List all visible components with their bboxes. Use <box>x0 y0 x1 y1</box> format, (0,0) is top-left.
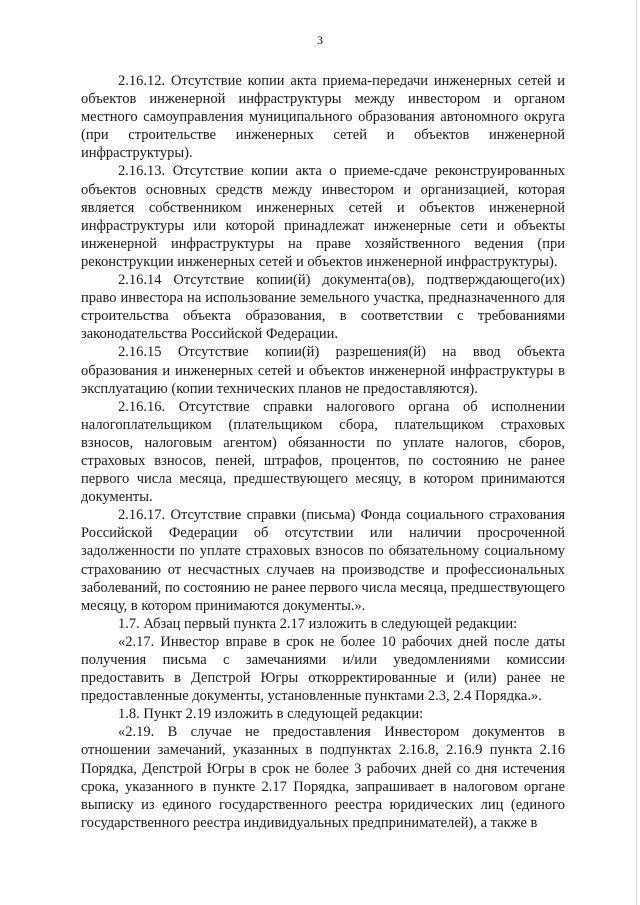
paragraph-2-16-16: 2.16.16. Отсутствие справки налогового органа об исполнении налогоплательщиком (плательщиком сбора, плательщиком страховых взносов, налоговым агентом) обязанности по уплате налогов, сборов, страховых взносов, пеней, штрафов, процентов, по состоянию не ранее первого числа месяца, предшествующего месяцу, в котором принимаются документы. <box>81 398 565 506</box>
paragraph-2-16-12: 2.16.12. Отсутствие копии акта приема-передачи инженерных сетей и объектов инженерной инфраструктуры между инвестором и органом местного самоуправления муниципального образования автономного округа (при строительстве инженерных сетей и объектов инженерной инфраструктуры). <box>81 73 565 162</box>
paragraph-2-16-17: 2.16.17. Отсутствие справки (письма) Фонда социального страхования Российской Федерации об отсутствии или наличии просроченной задолженности по уплате страховых взносов по обязательному социальному страхованию от несчастных случаев на производстве и профессиональных заболеваний, по состоянию не ранее первого числа месяца, предшествующего месяцу, в котором принимаются документы.». <box>81 507 565 614</box>
paragraph-2-19-new: «2.19. В случае не предоставления Инвестором документов в отношении замечаний, указанных в подпунктах 2.16.8, 2.16.9 пункта 2.16 Порядка, Депстрой Югры в срок не более 3 рабочих дней со дня истечения срока, указанного в пункте 2.17 Порядка, запрашивает в налоговом органе выписку из единого государственного реестра юридических лиц (единого государственного реестра индивидуальных предпринимателей), а также в <box>81 724 565 831</box>
paragraph-2-16-14: 2.16.14 Отсутствие копии(й) документа(ов), подтверждающего(их) право инвестора на использование земельного участка, предназначенного для строительства объекта образования, в соответствии с требованиями законодательства Российской Федерации. <box>81 272 565 343</box>
paragraph-1-8: 1.8. Пункт 2.19 изложить в следующей редакции: <box>118 706 424 723</box>
paragraph-2-16-13: 2.16.13. Отсутствие копии акта о приеме-сдаче реконструированных объектов основных средств между инвестором и организацией, которая является собственником инженерных сетей и объектов инженерной инфраструктуры или которой принадлежат инженерные сети и объекты инженерной инфраструктуры на праве хозяйственного ведения (при реконструкции инженерных сетей и объектов инженерной инфраструктуры). <box>81 163 565 270</box>
paragraph-2-16-15: 2.16.15 Отсутствие копии(й) разрешения(й) на ввод объекта образования и инженерных сетей и объектов инженерной инфраструктуры в эксплуатацию (копии технических планов не предоставляются). <box>81 344 565 397</box>
page-number: 3 <box>317 33 323 47</box>
page-edge-line <box>636 0 637 905</box>
paragraph-2-17-new: «2.17. Инвестор вправе в срок не более 10 рабочих дней после даты получения письма с замечаниями и/или уведомлениями комиссии предоставить в Депстрой Югры откорректированные и (или) ранее не предоставленные документы, установленные пунктами 2.3, 2.4 Порядка.». <box>81 633 565 705</box>
paragraph-1-7: 1.7. Абзац первый пункта 2.17 изложить в следующей редакции: <box>118 615 518 632</box>
document-body <box>81 72 565 832</box>
